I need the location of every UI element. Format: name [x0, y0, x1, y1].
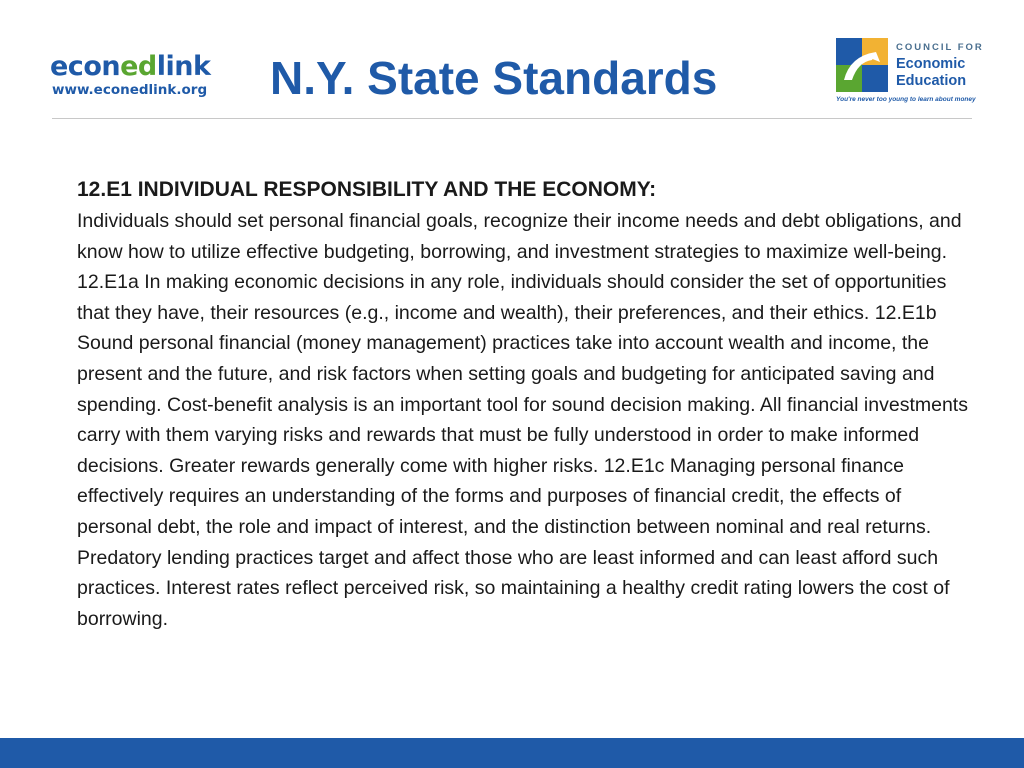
brand-ed: ed: [120, 51, 157, 82]
council-line-1: COUNCIL FOR: [896, 42, 984, 53]
standard-body: Individuals should set personal financial goals, recognize their income needs and debt obligations, and know how to utilize effective budgeting, borrowing, and investment strategies to maximize well-being. 12.E1a In making economic decisions in any role, individuals should consider the set of opportunities that they have, their resources (e.g., income and wealth), their preferences, and their ethics. 12.E1b Sound personal financial (money management) practices take into account wealth and income, the present and the future, and risk factors when setting goals and budgeting for anticipated saving and spending. Cost-benefit analysis is an important tool for sound decision making. All financial investments carry with them varying risks and rewards that must be fully understood in order to make informed decisions. Greater rewards generally come with higher risks. 12.E1c Managing personal finance effectively requires an understanding of the forms and purposes of financial credit, the effects of personal debt, the role and impact of interest, and the distinction between nominal and real returns. Predatory lending practices target and affect those who are least informed and can least afford such practices. Interest rates reflect perceived risk, so maintaining a healthy credit rating lowers the cost of borrowing.: [77, 210, 968, 630]
council-tagline: You're never too young to learn about money: [836, 96, 976, 103]
header-divider: [52, 118, 972, 119]
council-line-3: Education: [896, 73, 967, 89]
econedlink-logo[interactable]: [50, 52, 220, 104]
council-logo[interactable]: [836, 38, 986, 108]
econedlink-brand: [50, 52, 220, 82]
brand-link: link: [156, 51, 211, 82]
brand-econ: econ: [50, 51, 121, 82]
council-logo-icon: [836, 38, 888, 102]
council-line-2: Economic: [896, 56, 966, 72]
footer-bar: [0, 738, 1024, 768]
econedlink-url: www.econedlink.org: [52, 82, 208, 98]
standard-heading: 12.E1 INDIVIDUAL RESPONSIBILITY AND THE ECONOMY:: [77, 178, 657, 201]
standard-content: [77, 174, 977, 634]
page-title: N.Y. State Standards: [270, 52, 718, 104]
